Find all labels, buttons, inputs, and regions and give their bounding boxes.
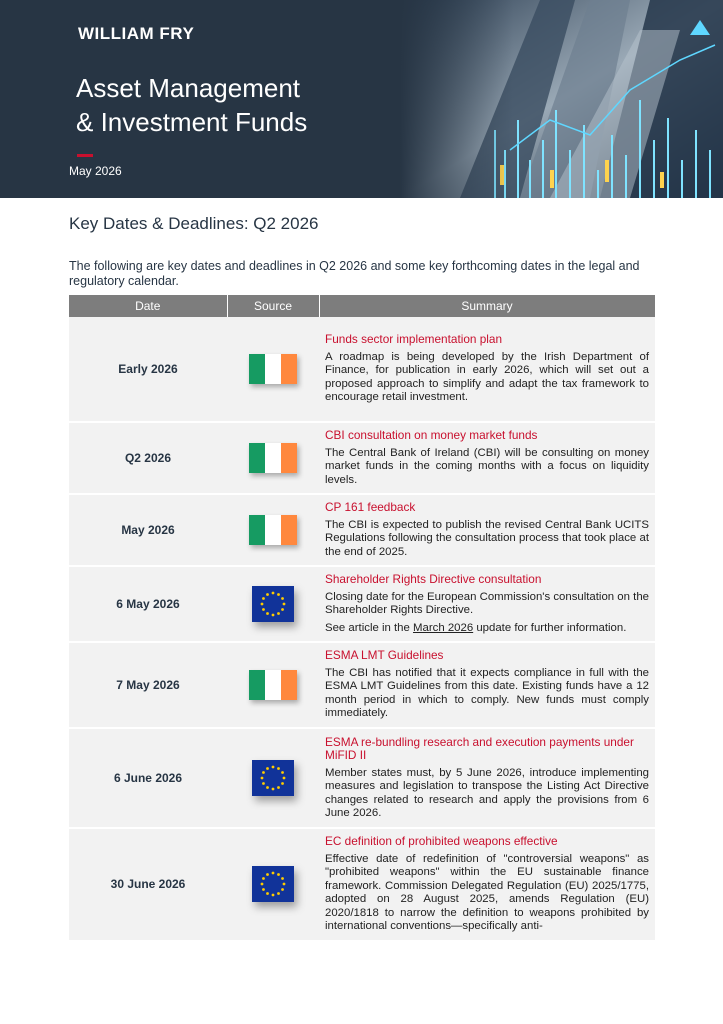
eu-star bbox=[272, 614, 275, 617]
summary-text: Closing date for the European Commission's consultation on the Shareholder Rights Directive. bbox=[325, 590, 649, 616]
table-row bbox=[69, 642, 655, 728]
publication-title-line2: & Investment Funds bbox=[76, 107, 308, 137]
table-row bbox=[69, 494, 655, 566]
eu-star bbox=[277, 892, 280, 895]
link-suffix: update for further information. bbox=[473, 621, 627, 634]
summary-text: The Central Bank of Ireland (CBI) will be consulting on money market funds in the coming months with a focus on liquidity levels. bbox=[325, 446, 649, 486]
eu-star bbox=[266, 767, 269, 770]
summary-title: ESMA re-bundling research and execution payments under MiFID II bbox=[325, 734, 634, 762]
ireland-flag-icon bbox=[249, 515, 297, 545]
row-source bbox=[227, 317, 319, 422]
eu-star bbox=[281, 782, 284, 785]
table-row bbox=[69, 728, 655, 828]
summary-text: The CBI is expected to publish the revised Central Bank UCITS Regulations following the consultation process that took place at the end of 2025. bbox=[325, 518, 649, 558]
eu-star bbox=[266, 593, 269, 596]
eu-star bbox=[281, 608, 284, 611]
link-prefix: See article in the bbox=[325, 621, 414, 634]
summary-title: CBI consultation on money market funds bbox=[325, 428, 538, 442]
eu-star bbox=[262, 597, 265, 600]
column-header-date: Date bbox=[69, 295, 227, 317]
row-date: 6 June 2026 bbox=[69, 728, 227, 828]
eu-star bbox=[262, 888, 265, 891]
publication-date: May 2026 bbox=[69, 164, 122, 178]
table-row bbox=[69, 422, 655, 494]
eu-star bbox=[272, 592, 275, 595]
row-summary bbox=[319, 728, 655, 828]
summary-title: Shareholder Rights Directive consultation bbox=[325, 572, 542, 586]
publication-title-line1: Asset Management bbox=[76, 73, 301, 103]
row-source bbox=[227, 566, 319, 642]
row-summary bbox=[319, 566, 655, 642]
summary-title: CP 161 feedback bbox=[325, 500, 416, 514]
brand-logo: WILLIAM FRY bbox=[78, 24, 195, 43]
table-header-row bbox=[69, 295, 655, 317]
ireland-flag-icon bbox=[249, 354, 297, 384]
row-source bbox=[227, 642, 319, 728]
eu-star bbox=[272, 894, 275, 897]
eu-star bbox=[262, 608, 265, 611]
summary-text: The CBI has notified that it expects compliance in full with the ESMA LMT Guidelines from this date. Existing funds have a 12 month period in which to comply. New funds must comply immediately. bbox=[325, 666, 649, 720]
ireland-flag-icon bbox=[249, 443, 297, 473]
eu-star bbox=[281, 771, 284, 774]
eu-star bbox=[283, 883, 286, 886]
eu-star bbox=[272, 766, 275, 769]
row-source bbox=[227, 494, 319, 566]
column-header-source: Source bbox=[227, 295, 319, 317]
row-source bbox=[227, 728, 319, 828]
summary-text: Member states must, by 5 June 2026, introduce implementing measures and legislation to transpose the Listing Act Directive changes related to research and apply the provisions from 6 June 2026. bbox=[325, 766, 649, 819]
eu-star bbox=[266, 892, 269, 895]
table-row bbox=[69, 317, 655, 422]
eu-flag-icon bbox=[252, 586, 294, 622]
summary-text: Effective date of redefinition of "controversial weapons" as "prohibited weapons" within the EU sustainable finance framework. Commission Delegated Regulation (EU) 2025/1775, adopted on 28 August 2025, amends Regulation (EU) 2020/1818 to narrow the definition to weapons prohibited by international conventions—specifically anti- bbox=[325, 852, 649, 932]
row-date: Q2 2026 bbox=[69, 422, 227, 494]
summary-title: Funds sector implementation plan bbox=[325, 332, 503, 347]
row-summary bbox=[319, 642, 655, 728]
eu-star bbox=[283, 603, 286, 606]
eu-star bbox=[281, 888, 284, 891]
eu-star bbox=[266, 786, 269, 789]
row-summary bbox=[319, 422, 655, 494]
intro-paragraph: The following are key dates and deadlines in Q2 2026 and some key forthcoming dates in the legal and regulatory calendar. bbox=[69, 259, 640, 288]
column-header-summary: Summary bbox=[319, 295, 655, 317]
eu-star bbox=[277, 767, 280, 770]
march-2026-link[interactable]: March 2026 bbox=[413, 621, 474, 634]
skyscraper-chart-image bbox=[400, 0, 723, 198]
eu-star bbox=[261, 603, 264, 606]
key-dates-table bbox=[69, 295, 656, 942]
summary-link-text bbox=[325, 622, 649, 636]
accent-bar bbox=[77, 154, 93, 157]
eu-star bbox=[283, 777, 286, 780]
eu-flag-icon bbox=[252, 760, 294, 796]
row-source bbox=[227, 422, 319, 494]
eu-star bbox=[272, 872, 275, 875]
eu-star bbox=[262, 771, 265, 774]
row-date: 7 May 2026 bbox=[69, 642, 227, 728]
eu-star bbox=[266, 612, 269, 615]
page-heading: Key Dates & Deadlines: Q2 2026 bbox=[69, 214, 319, 233]
eu-star bbox=[266, 873, 269, 876]
eu-star bbox=[261, 883, 264, 886]
eu-star bbox=[261, 777, 264, 780]
eu-star bbox=[262, 877, 265, 880]
row-summary bbox=[319, 828, 655, 941]
summary-title: ESMA LMT Guidelines bbox=[325, 648, 444, 663]
header-banner bbox=[0, 0, 723, 198]
eu-star bbox=[281, 597, 284, 600]
eu-star bbox=[272, 788, 275, 791]
table-row bbox=[69, 566, 655, 642]
row-date: 6 May 2026 bbox=[69, 566, 227, 642]
row-date: 30 June 2026 bbox=[69, 828, 227, 941]
row-date: May 2026 bbox=[69, 494, 227, 566]
eu-flag-icon bbox=[252, 866, 294, 902]
eu-star bbox=[277, 786, 280, 789]
ireland-flag-icon bbox=[249, 670, 297, 700]
row-source bbox=[227, 828, 319, 941]
eu-star bbox=[277, 873, 280, 876]
eu-star bbox=[281, 877, 284, 880]
table-row bbox=[69, 828, 655, 941]
row-summary bbox=[319, 317, 655, 422]
row-date: Early 2026 bbox=[69, 317, 227, 422]
eu-star bbox=[277, 593, 280, 596]
summary-text: A roadmap is being developed by the Irish Department of Finance, for publication in early 2026, which will set out a proposed approach to simplify and adapt the tax framework to encourage retail investment. bbox=[325, 350, 649, 404]
eu-star bbox=[277, 612, 280, 615]
eu-star bbox=[262, 782, 265, 785]
row-summary bbox=[319, 494, 655, 566]
summary-title: EC definition of prohibited weapons effective bbox=[325, 834, 558, 848]
